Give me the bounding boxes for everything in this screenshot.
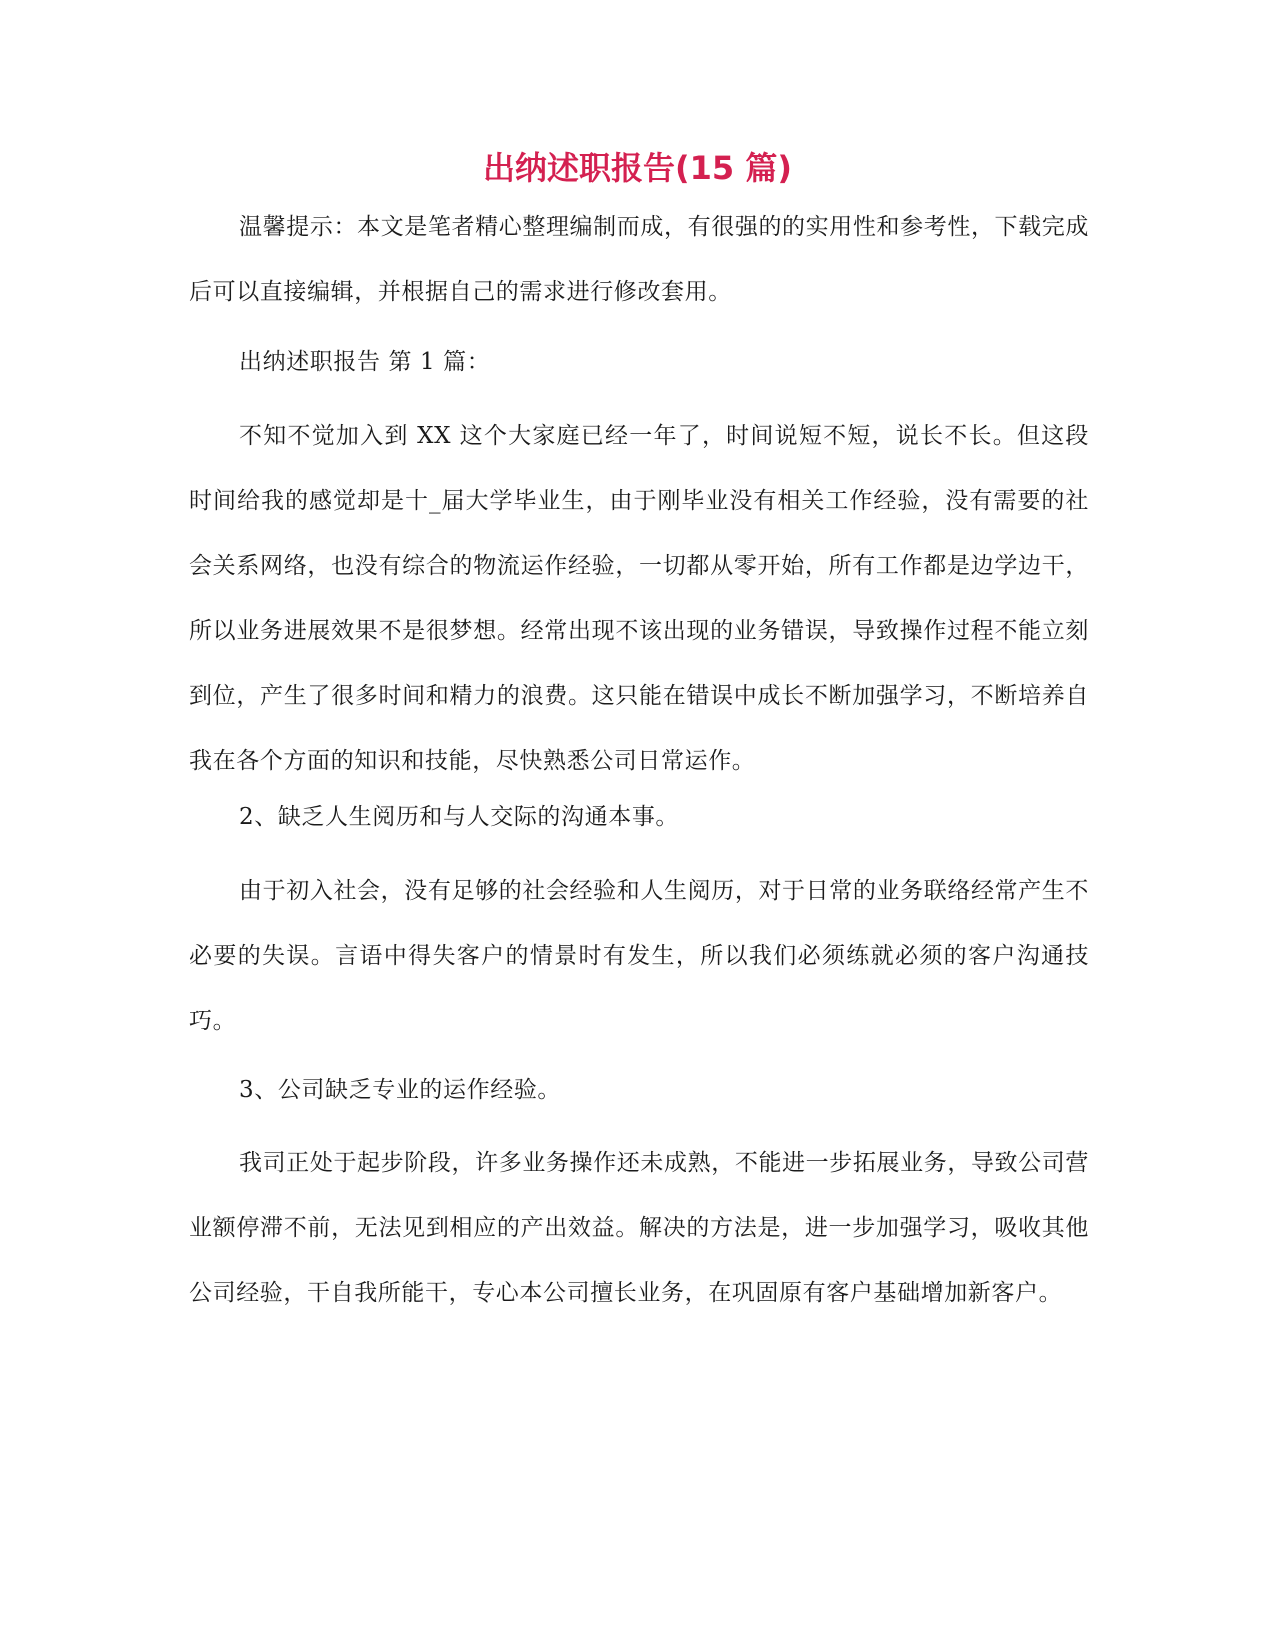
body-paragraph-3: 我司正处于起步阶段，许多业务操作还未成熟，不能进一步拓展业务，导致公司营业额停滞不前，无法见到相应的产出效益。解决的方法是，进一步加强学习，吸收其他公司经验，干自我所能干，专心本公司擅长业务，在巩固原有客户基础增加新客户。	[189, 1150, 1089, 1306]
body-paragraph-1: 不知不觉加入到 XX 这个大家庭已经一年了，时间说短不短，说长不长。但这段时间给我的感觉却是十_届大学毕业生，由于刚毕业没有相关工作经验，没有需要的社会关系网络，也没有综合的物流运作经验，一切都从零开始，所有工作都是边学边干，所以业务进展效果不是很梦想。经常出现不该出现的业务错误，导致操作过程不能立刻到位，产生了很多时间和精力的浪费。这只能在错误中成长不断加强学习，不断培养自我在各个方面的知识和技能，尽快熟悉公司日常运作。	[189, 423, 1089, 774]
point-heading-2: 2、缺乏人生阅历和与人交际的沟通本事。	[239, 804, 680, 830]
intro-notice-paragraph: 温馨提示：本文是笔者精心整理编制而成，有很强的的实用性和参考性，下载完成后可以直接编辑，并根据自己的需求进行修改套用。	[189, 214, 1089, 305]
section-heading-part-1: 出纳述职报告 第 1 篇：	[239, 349, 491, 375]
document-title: 出纳述职报告(15 篇)	[483, 149, 792, 187]
body-paragraph-2: 由于初入社会，没有足够的社会经验和人生阅历，对于日常的业务联络经常产生不必要的失误。言语中得失客户的情景时有发生，所以我们必须练就必须的客户沟通技巧。	[189, 878, 1089, 1034]
point-heading-3: 3、公司缺乏专业的运作经验。	[239, 1077, 562, 1103]
